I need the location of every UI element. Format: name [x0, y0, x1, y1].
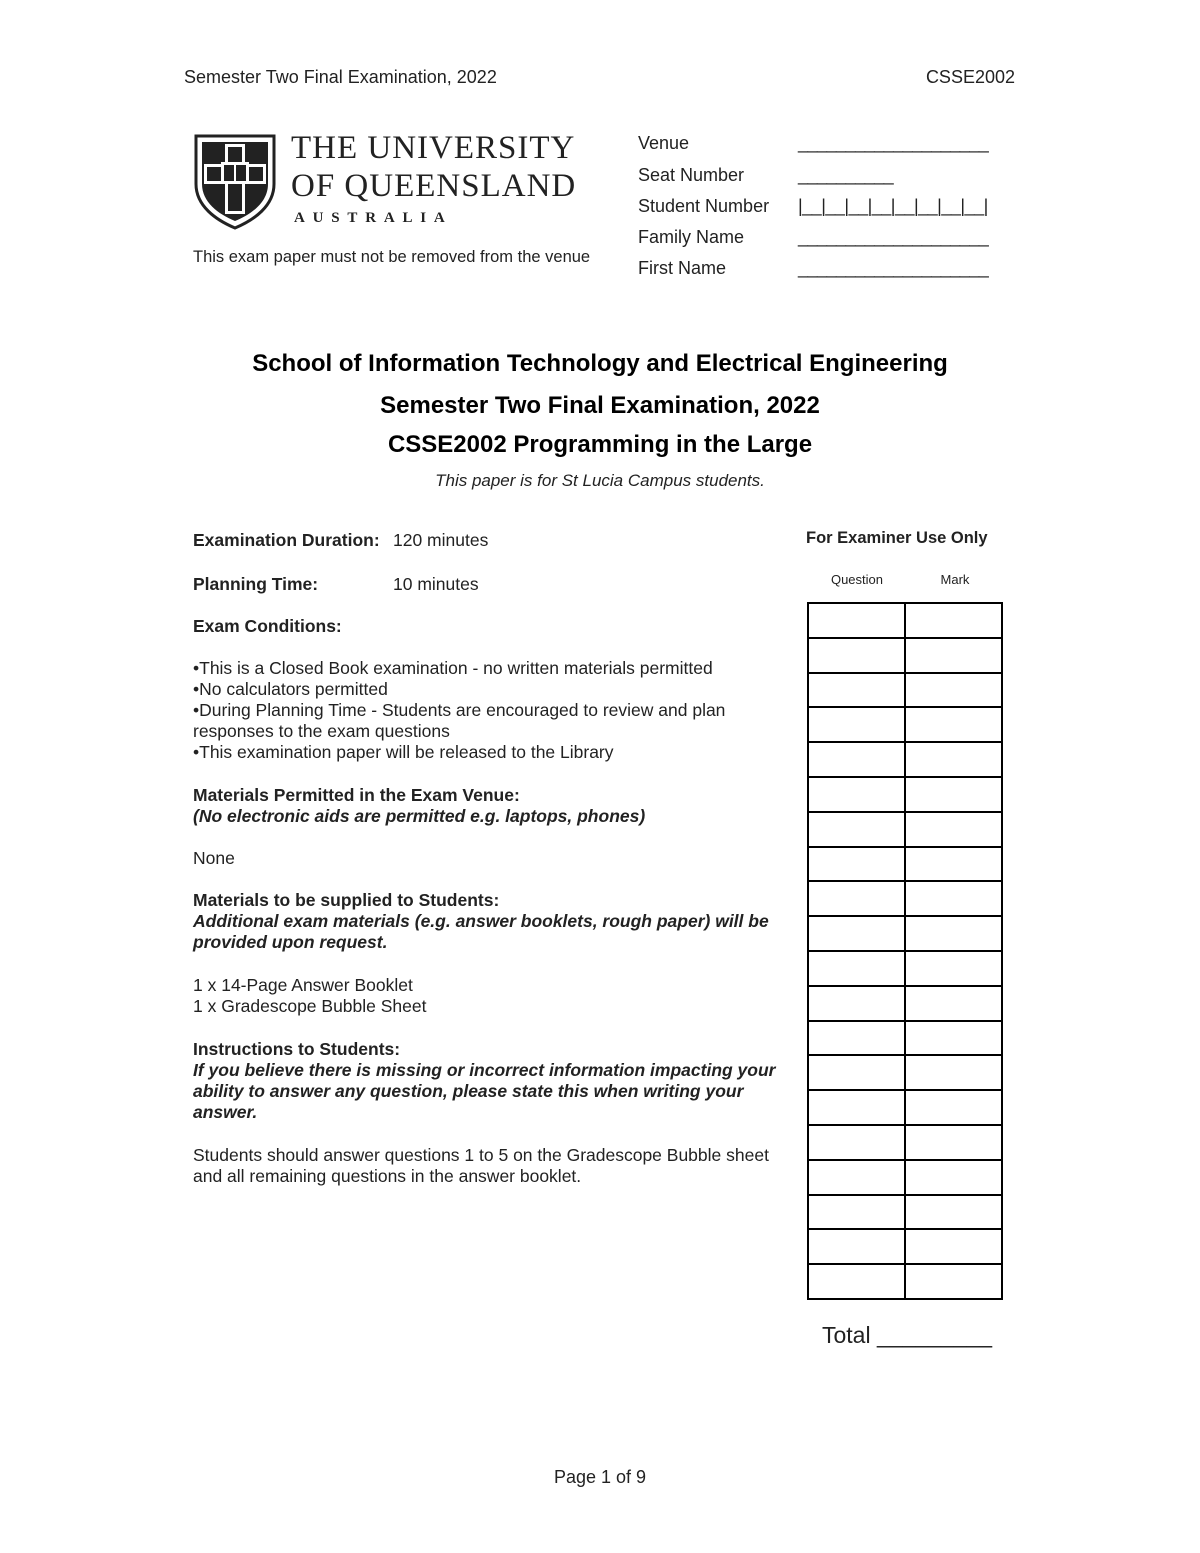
supplied-item: 1 x Gradescope Bubble Sheet [193, 996, 427, 1016]
planning-value: 10 minutes [393, 574, 479, 594]
field-line-family-name: ____________________ [798, 227, 989, 247]
question-cell[interactable] [808, 777, 905, 812]
question-cell[interactable] [808, 847, 905, 882]
logo-line-2: OF QUEENSLAND [291, 168, 577, 204]
mark-row [808, 742, 1002, 777]
mark-cell[interactable] [905, 1160, 1002, 1195]
question-cell[interactable] [808, 1195, 905, 1230]
logo-line-3: AUSTRALIA [294, 210, 453, 226]
page-number: Page 1 of 9 [553, 1467, 647, 1487]
mark-row [808, 1090, 1002, 1125]
question-cell[interactable] [808, 1264, 905, 1299]
question-cell[interactable] [808, 986, 905, 1021]
instructions-note: If you believe there is missing or incorrect information impacting your ability to answer any question, please state this when writing your answer. [193, 1060, 776, 1122]
materials-supplied-note: Additional exam materials (e.g. answer booklets, rough paper) will be provided upon request. [193, 911, 769, 952]
mark-row [808, 638, 1002, 673]
mark-row [808, 603, 1002, 638]
question-cell[interactable] [808, 916, 905, 951]
mark-row [808, 916, 1002, 951]
field-line-venue: ____________________ [798, 133, 989, 153]
mark-row [808, 673, 1002, 708]
mark-cell[interactable] [905, 673, 1002, 708]
mark-cell[interactable] [905, 1055, 1002, 1090]
mark-cell[interactable] [905, 986, 1002, 1021]
university-logo [192, 130, 577, 230]
field-label-first-name: First Name [638, 258, 727, 278]
question-cell[interactable] [808, 603, 905, 638]
field-line-seat: __________ [798, 165, 894, 185]
mark-cell[interactable] [905, 707, 1002, 742]
question-cell[interactable] [808, 707, 905, 742]
examiner-mark-table [807, 602, 1003, 1300]
materials-supplied-heading: Materials to be supplied to Students: [193, 890, 500, 910]
crest-icon [192, 132, 278, 230]
question-cell[interactable] [808, 1229, 905, 1264]
mark-row [808, 1021, 1002, 1056]
mark-row [808, 951, 1002, 986]
condition-item: •This examination paper will be released to the Library [193, 742, 614, 762]
duration-label: Examination Duration: [193, 530, 380, 550]
removal-notice: This exam paper must not be removed from the venue [193, 248, 591, 266]
school-title: School of Information Technology and Electrical Engineering [252, 350, 948, 377]
mark-cell[interactable] [905, 1090, 1002, 1125]
mark-row [808, 777, 1002, 812]
mark-row [808, 1055, 1002, 1090]
mark-cell[interactable] [905, 847, 1002, 882]
question-cell[interactable] [808, 1021, 905, 1056]
field-label-family-name: Family Name [638, 227, 745, 247]
mark-cell[interactable] [905, 916, 1002, 951]
instructions-heading: Instructions to Students: [193, 1039, 401, 1059]
question-cell[interactable] [808, 1090, 905, 1125]
field-line-first-name: ____________________ [798, 258, 989, 278]
mark-row [808, 1125, 1002, 1160]
condition-item: •During Planning Time - Students are encouraged to review and plan responses to the exam questions [193, 700, 726, 741]
question-cell[interactable] [808, 1125, 905, 1160]
condition-item: •No calculators permitted [193, 679, 388, 699]
examiner-title: For Examiner Use Only [806, 529, 988, 547]
conditions-heading: Exam Conditions: [193, 616, 342, 636]
planning-label: Planning Time: [193, 574, 319, 594]
mark-cell[interactable] [905, 603, 1002, 638]
logo-line-1: THE UNIVERSITY [291, 130, 576, 166]
mark-row [808, 1264, 1002, 1299]
question-cell[interactable] [808, 1055, 905, 1090]
mark-cell[interactable] [905, 1125, 1002, 1160]
conditions-list [193, 658, 773, 763]
field-label-student-number: Student Number [638, 196, 770, 216]
mark-cell[interactable] [905, 1195, 1002, 1230]
question-cell[interactable] [808, 951, 905, 986]
exam-title: Semester Two Final Examination, 2022 [380, 392, 820, 419]
question-cell[interactable] [808, 812, 905, 847]
header-right: CSSE2002 [925, 67, 1015, 87]
mark-row [808, 847, 1002, 882]
question-cell[interactable] [808, 742, 905, 777]
duration-value: 120 minutes [393, 530, 489, 550]
materials-permitted-value: None [193, 848, 235, 868]
materials-permitted-note: (No electronic aids are permitted e.g. laptops, phones) [193, 806, 646, 826]
mark-cell[interactable] [905, 812, 1002, 847]
mark-row [808, 707, 1002, 742]
field-label-venue: Venue [638, 133, 690, 153]
mark-cell[interactable] [905, 1229, 1002, 1264]
mark-cell[interactable] [905, 638, 1002, 673]
mark-cell[interactable] [905, 1021, 1002, 1056]
instructions-text: Students should answer questions 1 to 5 on the Gradescope Bubble sheet and all remaining questions in the answer booklet. [193, 1145, 769, 1186]
question-cell[interactable] [808, 638, 905, 673]
mark-row [808, 986, 1002, 1021]
mark-row [808, 1160, 1002, 1195]
question-cell[interactable] [808, 881, 905, 916]
question-cell[interactable] [808, 673, 905, 708]
mark-cell[interactable] [905, 1264, 1002, 1299]
header-left: Semester Two Final Examination, 2022 [184, 67, 497, 87]
col-mark-label: Mark [940, 572, 970, 587]
mark-row [808, 881, 1002, 916]
col-question-label: Question [830, 572, 884, 587]
condition-item: •This is a Closed Book examination - no written materials permitted [193, 658, 713, 678]
mark-cell[interactable] [905, 951, 1002, 986]
field-line-student-number: |__|__|__|__|__|__|__|__| [798, 196, 988, 216]
course-title: CSSE2002 Programming in the Large [387, 431, 813, 458]
mark-cell[interactable] [905, 742, 1002, 777]
supplied-item: 1 x 14-Page Answer Booklet [193, 975, 413, 995]
mark-row [808, 812, 1002, 847]
mark-row [808, 1195, 1002, 1230]
question-cell[interactable] [808, 1160, 905, 1195]
mark-cell[interactable] [905, 881, 1002, 916]
mark-cell[interactable] [905, 777, 1002, 812]
campus-note: This paper is for St Lucia Campus students. [435, 471, 765, 490]
materials-permitted-heading: Materials Permitted in the Exam Venue: [193, 785, 520, 805]
field-label-seat: Seat Number [638, 165, 745, 185]
mark-row [808, 1229, 1002, 1264]
total-label: Total _________ [822, 1322, 993, 1348]
